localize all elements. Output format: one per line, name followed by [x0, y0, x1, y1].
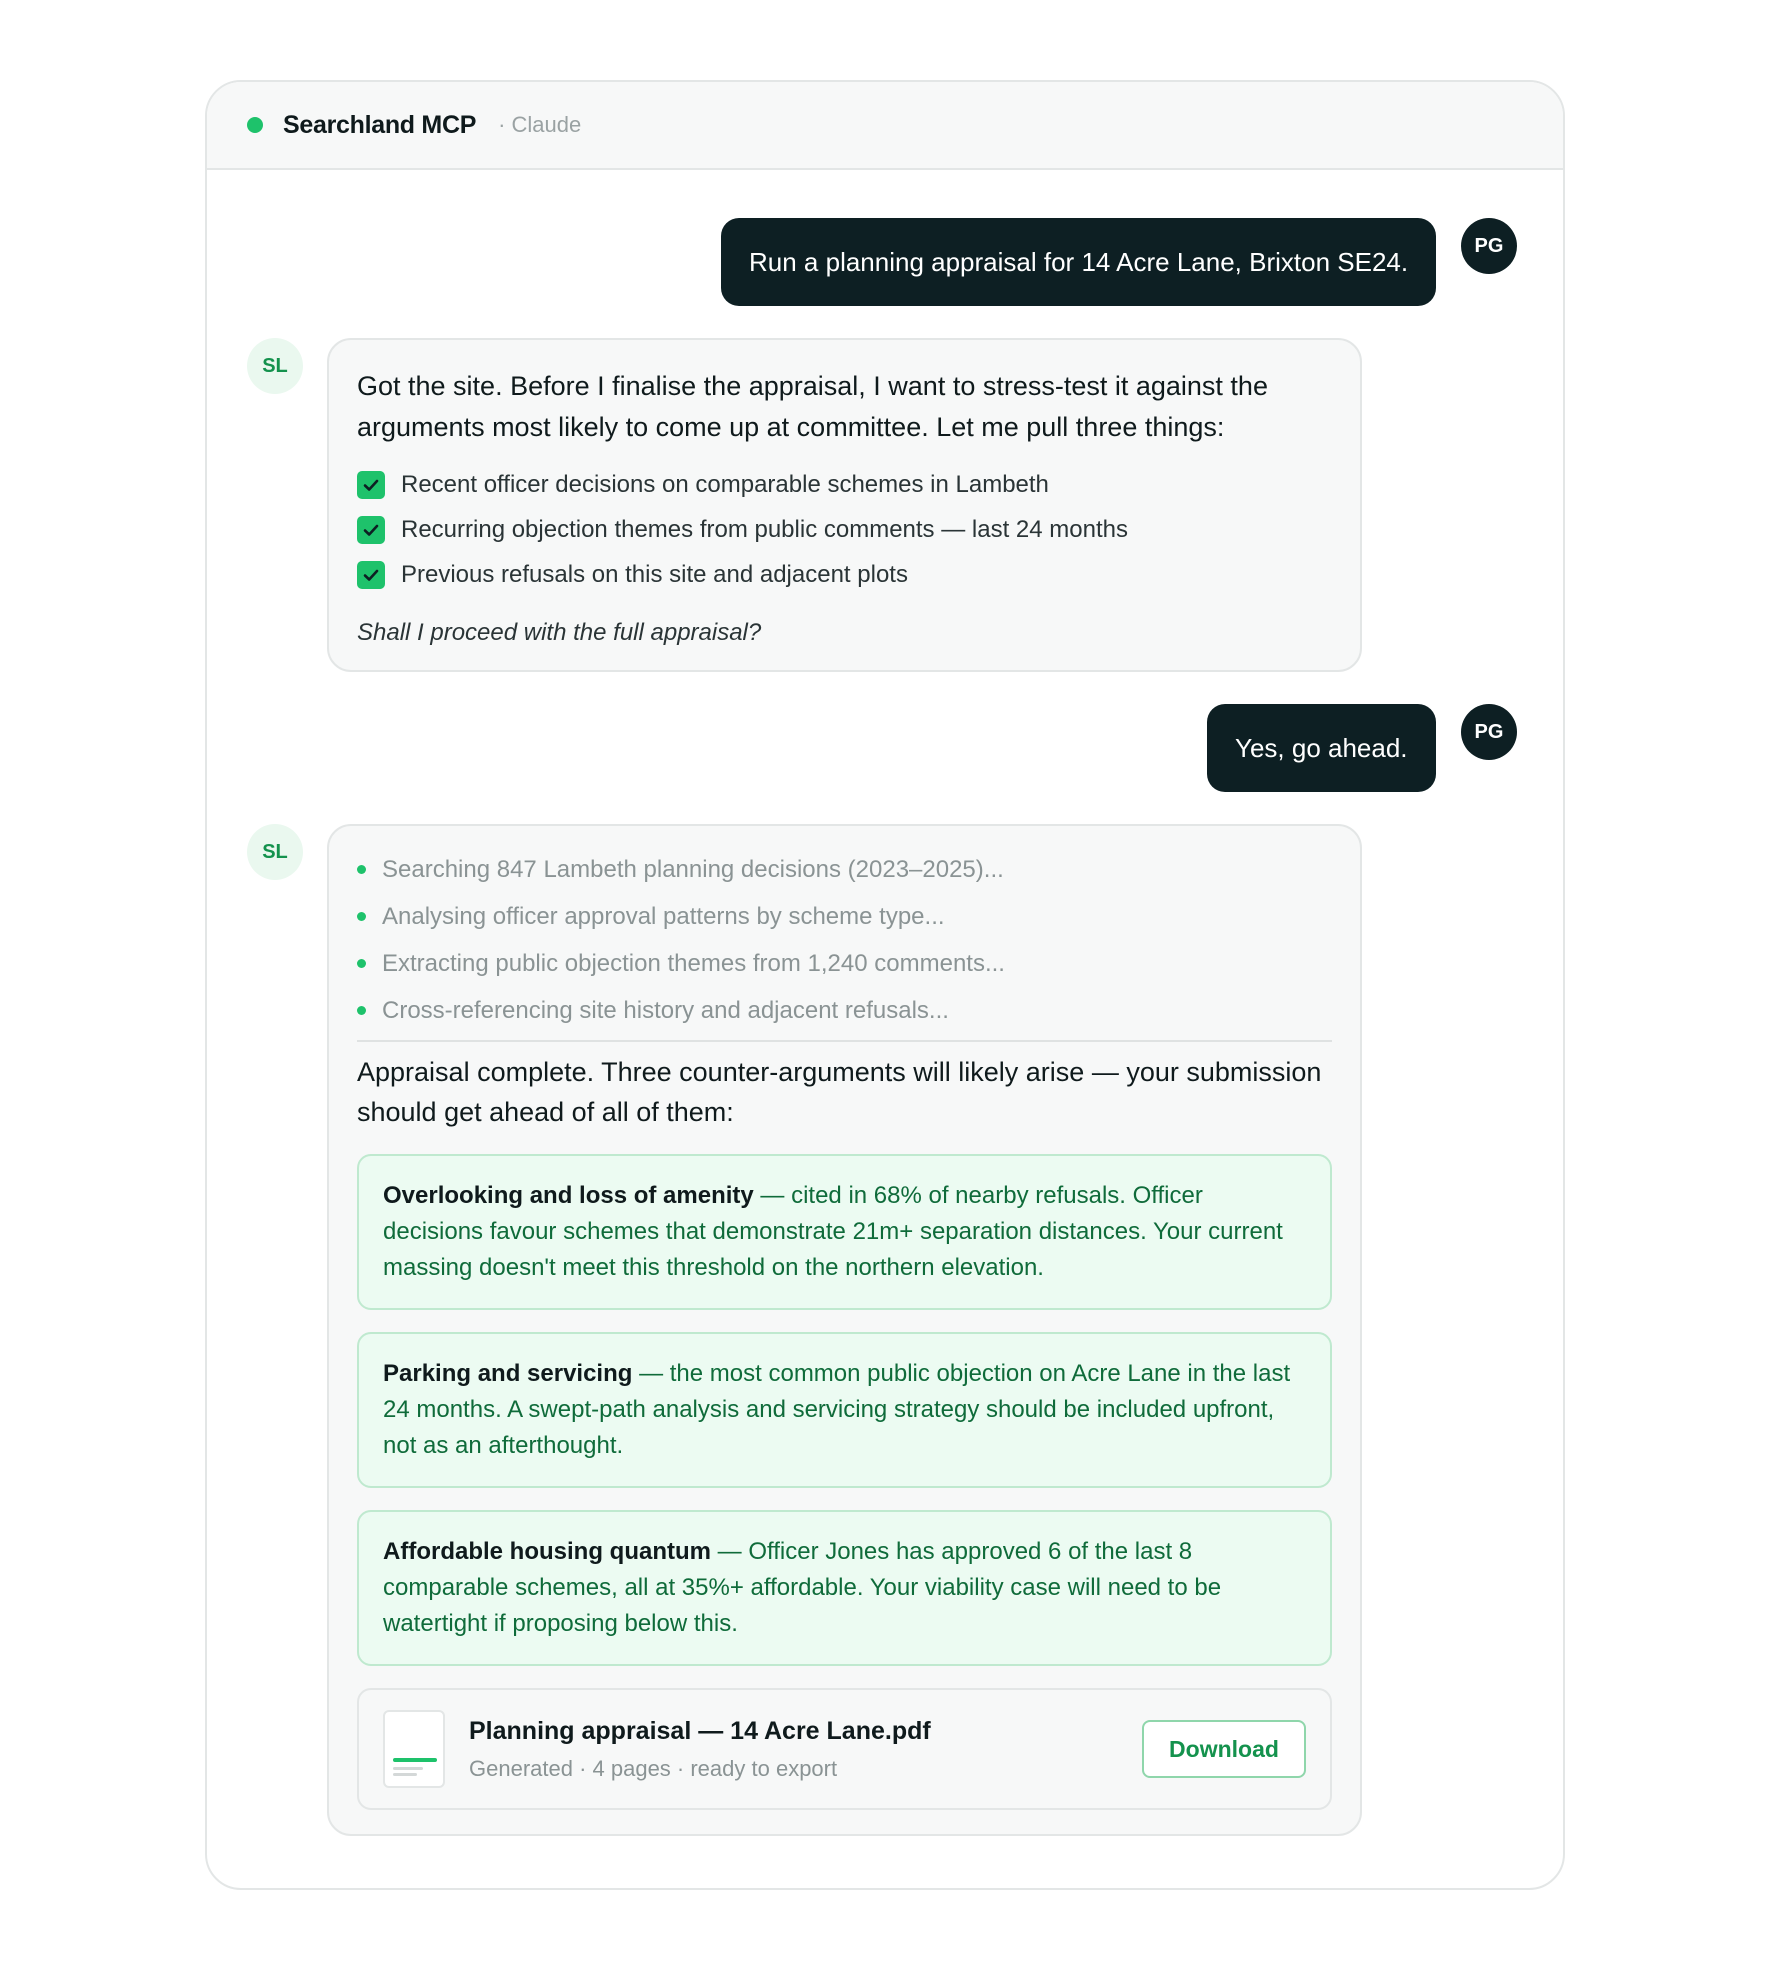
checklist-item-label: Recent officer decisions on comparable schemes in Lambeth — [401, 470, 1049, 498]
progress-step-label: Extracting public objection themes from 1,240 comments... — [382, 949, 1005, 977]
checklist-item — [357, 507, 1332, 552]
bullet-icon — [357, 1006, 366, 1015]
bullet-icon — [357, 865, 366, 874]
progress-step — [357, 987, 1332, 1034]
bullet-icon — [357, 912, 366, 921]
checklist-item-label: Previous refusals on this site and adjacent plots — [401, 560, 908, 588]
checklist-item — [357, 462, 1332, 507]
user-message-bubble — [1207, 704, 1436, 792]
progress-step-label: Searching 847 Lambeth planning decisions (2023–2025)... — [382, 855, 1004, 883]
document-icon — [383, 1710, 445, 1788]
progress-step-label: Analysing officer approval patterns by scheme type... — [382, 902, 945, 930]
file-attachment-card — [357, 1688, 1332, 1810]
assistant-message-bubble — [327, 338, 1362, 672]
file-info — [469, 1717, 1142, 1782]
checklist-item — [357, 552, 1332, 597]
user-avatar: PG — [1461, 704, 1517, 760]
checkmark-icon — [357, 516, 385, 544]
counter-argument-card — [357, 1154, 1332, 1310]
progress-step — [357, 893, 1332, 940]
assistant-message-bubble — [327, 824, 1362, 1836]
progress-step — [357, 846, 1332, 893]
app-name: Searchland MCP — [283, 110, 477, 139]
file-name: Planning appraisal — 14 Acre Lane.pdf — [469, 1716, 931, 1745]
assistant-avatar: SL — [247, 338, 303, 394]
user-message-text: Run a planning appraisal for 14 Acre Lane, Brixton SE24. — [749, 246, 1409, 277]
counter-argument-title: Overlooking and loss of amenity — [383, 1182, 754, 1209]
title-bar — [207, 82, 1563, 170]
bullet-icon — [357, 959, 366, 968]
assistant-question: Shall I proceed with the full appraisal? — [357, 619, 762, 646]
counter-argument-title: Parking and servicing — [383, 1360, 633, 1387]
appraisal-summary: Appraisal complete. Three counter-arguments will likely arise — your submission should get ahead of all of them: — [357, 1057, 1322, 1127]
counter-argument-card — [357, 1510, 1332, 1666]
progress-step — [357, 940, 1332, 987]
counter-argument-title: Affordable housing quantum — [383, 1538, 711, 1565]
assistant-intro-text: Got the site. Before I finalise the appraisal, I want to stress-test it against the arguments most likely to come up at committee. Let me pull three things: — [357, 371, 1268, 442]
download-button[interactable]: Download — [1142, 1720, 1306, 1778]
app-subtitle: · Claude — [498, 112, 582, 137]
user-avatar: PG — [1461, 218, 1517, 274]
user-message-bubble — [721, 218, 1436, 306]
checklist-item-label: Recurring objection themes from public comments — last 24 months — [401, 515, 1128, 543]
divider — [357, 1040, 1332, 1042]
user-message-text: Yes, go ahead. — [1235, 732, 1408, 763]
counter-argument-text: — cited in 68% of nearby refusals. Officer decisions favour schemes that demonstrate 21m+ separation distances. Your current massing doesn't meet this threshold on the northern elevation. — [383, 1182, 1283, 1281]
assistant-avatar: SL — [247, 824, 303, 880]
progress-step-label: Cross-referencing site history and adjacent refusals... — [382, 996, 949, 1024]
counter-argument-card — [357, 1332, 1332, 1488]
counter-argument-text: — Officer Jones has approved 6 of the last 8 comparable schemes, all at 35%+ affordable. Your viability case will need to be watertight if proposing below this. — [383, 1538, 1222, 1637]
checkmark-icon — [357, 471, 385, 499]
counter-argument-text: — the most common public objection on Acre Lane in the last 24 months. A swept-path analysis and servicing strategy should be included upfront, not as an afterthought. — [383, 1360, 1291, 1459]
chat-window — [205, 80, 1565, 1890]
checkmark-icon — [357, 561, 385, 589]
status-dot-icon — [247, 117, 263, 133]
file-meta: Generated · 4 pages · ready to export — [469, 1755, 838, 1781]
